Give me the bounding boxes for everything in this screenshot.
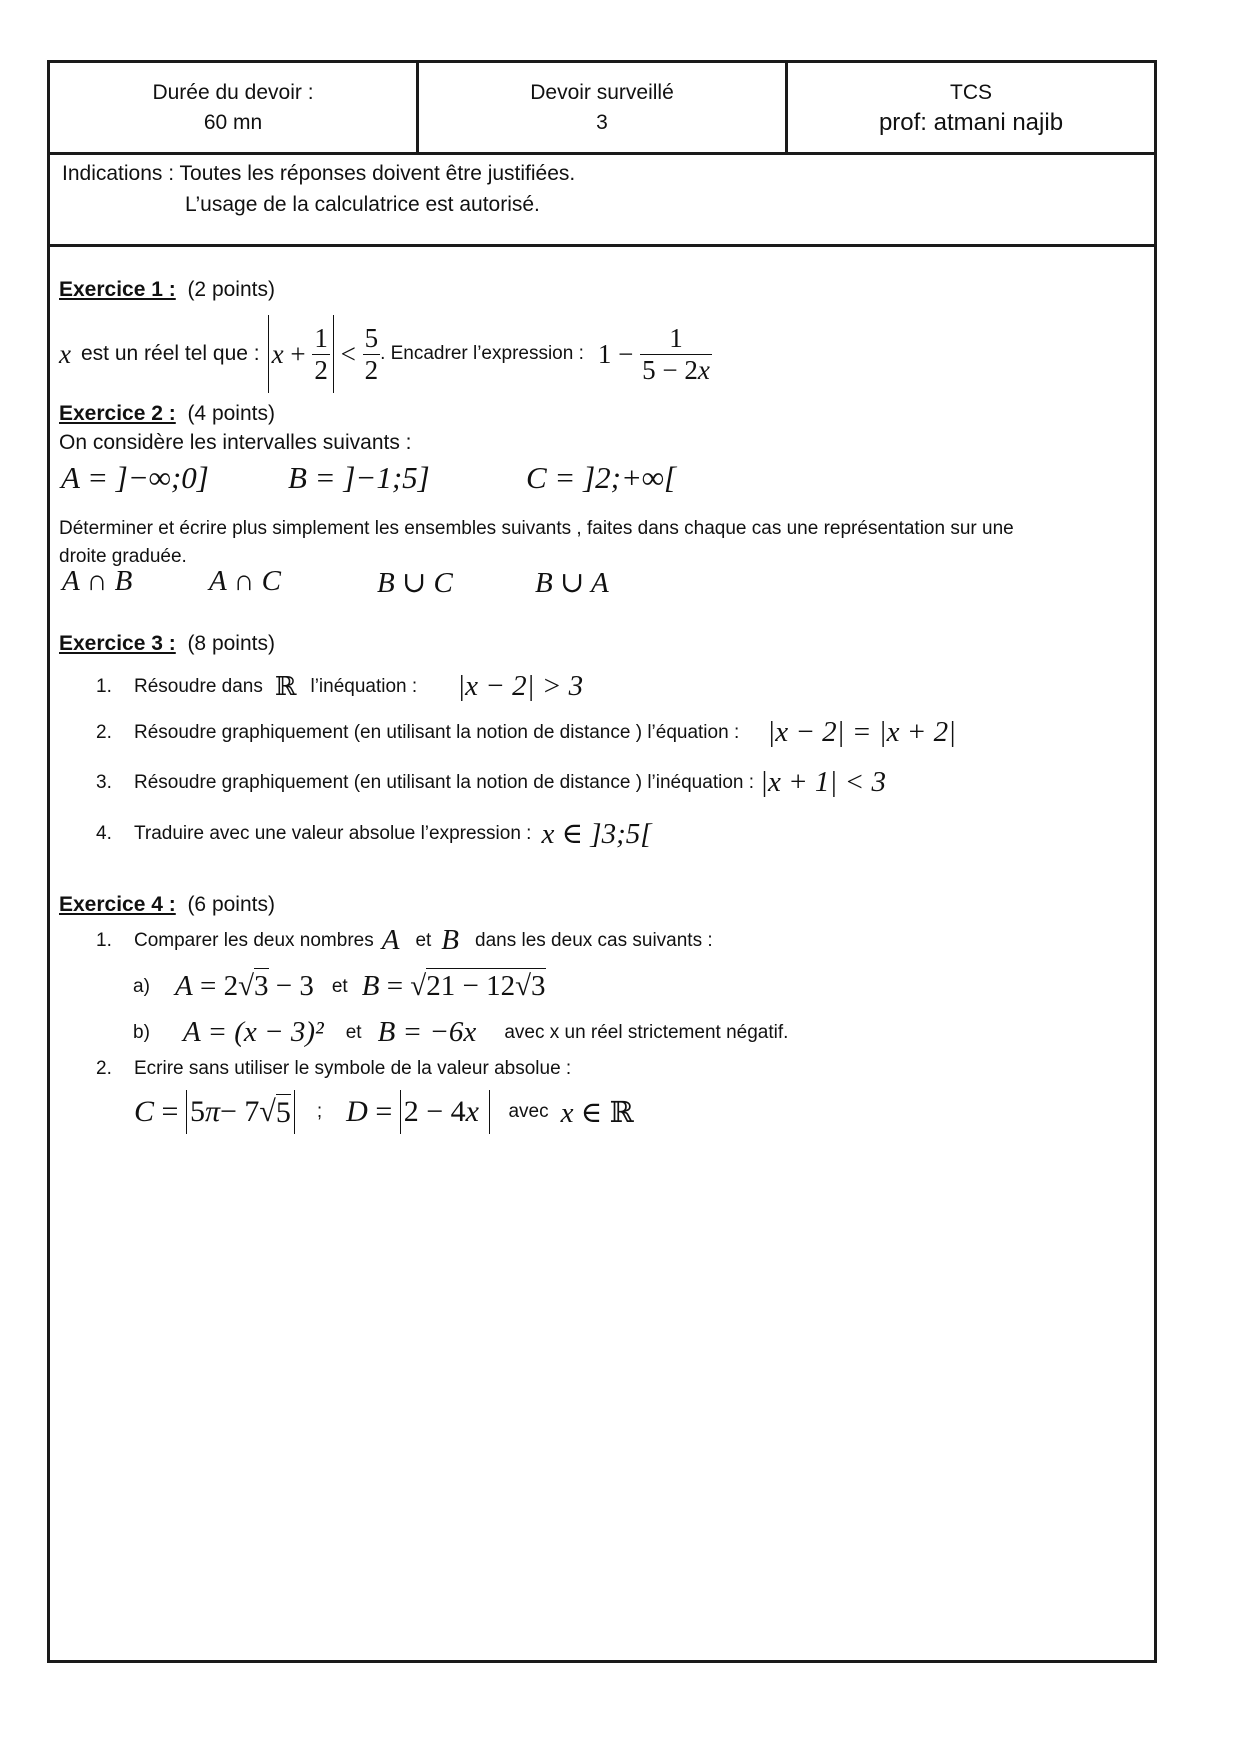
exercise2-instruction-line1: Déterminer et écrire plus simplement les ensembles suivants , faites dans chaque cas une représentation sur une [59, 518, 1014, 539]
indications-line1: Indications : Toutes les réponses doivent être justifiées. [62, 162, 576, 185]
interval-B: B = ]−1;5] [288, 460, 430, 495]
exercise1-statement [59, 313, 712, 395]
domain-formula: x ∈ ℝ [560, 1096, 634, 1129]
item-number: 4. [96, 822, 112, 844]
expression-formula: 1 − $\frac{1}{5 - 2x}$ [597, 322, 710, 385]
exercise2-title [59, 402, 275, 426]
teacher-name: prof: atmani najib [878, 109, 1064, 136]
expression-D: D = 2 − 4 x [346, 1090, 490, 1134]
question-text: Ecrire sans utiliser le symbole de la valeur absolue : [134, 1058, 572, 1079]
set-B-union-C: B ∪ C [377, 567, 453, 599]
real-numbers-symbol: ℝ [274, 671, 297, 701]
question-text-b: et [415, 929, 432, 951]
header-table [50, 63, 1154, 155]
exercise4-points: (6 points) [187, 893, 275, 916]
item-number: 1. [96, 675, 112, 697]
exercise4-expressions [134, 1090, 634, 1134]
exam-label: Devoir surveillé [530, 81, 674, 104]
exercise1-points: (2 points) [187, 278, 275, 301]
var-x: x [59, 338, 71, 369]
exercise3-item-2 [96, 716, 956, 749]
exercise3-points: (8 points) [187, 632, 275, 655]
set-A-inter-B: A ∩ B [62, 565, 133, 597]
duration-value: 60 mn [203, 111, 263, 134]
set-A-inter-C: A ∩ C [209, 565, 281, 597]
item-formula: |x + 1| < 3 [760, 766, 886, 798]
exercise2-label: Exercice 2 : [59, 402, 176, 425]
case-a-B-formula: B = √21 − 12√3 [361, 970, 546, 1002]
class-cell [785, 63, 1154, 152]
exercise4-question1 [96, 924, 713, 957]
separator: ; [316, 1101, 323, 1122]
item-number: 3. [96, 771, 112, 793]
exercise1-text-start: est un réel tel que : [80, 342, 260, 365]
exercise4-question2 [96, 1058, 571, 1080]
exercise4-case-a [133, 970, 546, 1003]
case-b-et: et [345, 1021, 362, 1043]
duration-label: Durée du devoir : [152, 81, 314, 104]
exam-cell [416, 63, 785, 152]
item-formula: |x − 2| = |x + 2| [767, 716, 957, 748]
exam-number: 3 [596, 111, 608, 134]
interval-A: A = ]−∞;0] [61, 460, 209, 495]
case-b-B-formula: B = −6x [377, 1016, 477, 1048]
exercise3-item-3 [96, 766, 886, 799]
item-formula: x ∈ ]3;5[ [541, 818, 652, 850]
question-text-a: Comparer les deux nombres [134, 929, 374, 951]
var-A: A [381, 924, 400, 956]
exercise4-case-b [133, 1016, 788, 1049]
case-label: b) [133, 1021, 150, 1043]
exercise3-title [59, 632, 275, 656]
expression-C: C = 5 π − 7√ 5 [134, 1090, 295, 1134]
indications [50, 155, 1154, 247]
exercise3-item-1 [96, 670, 583, 703]
question-number: 1. [96, 929, 112, 951]
class-label: TCS [950, 81, 992, 104]
case-a-et: et [331, 975, 348, 997]
question-number: 2. [96, 1058, 112, 1079]
interval-C: C = ]2;+∞[ [526, 460, 677, 495]
item-text: Résoudre graphiquement (en utilisant la notion de distance ) l’équation : [134, 721, 740, 743]
item-text: Résoudre graphiquement (en utilisant la notion de distance ) l’inéquation : [134, 771, 755, 793]
case-label: a) [133, 975, 150, 997]
item-text-2: l’inéquation : [310, 675, 418, 697]
case-b-note: avec x un réel strictement négatif. [504, 1021, 789, 1043]
exercise1-title [59, 278, 275, 302]
exercise2-instruction [59, 515, 1149, 571]
exercise3-label: Exercice 3 : [59, 632, 176, 655]
case-b-A-formula: A = (x − 3)² [183, 1016, 324, 1048]
condition-formula: x + $\frac{1}{2}$ < $\frac{5}{2}$ [268, 315, 380, 393]
avec-label: avec [508, 1101, 549, 1122]
exercise2-points: (4 points) [187, 402, 275, 425]
exercise1-label: Exercice 1 : [59, 278, 176, 301]
item-text: Traduire avec une valeur absolue l’expression : [134, 822, 532, 844]
exercise4-title [59, 893, 275, 917]
exercise2-instruction-line2: droite graduée. [59, 546, 187, 567]
case-a-A-formula: A = 2√3 − 3 [175, 970, 314, 1002]
exercise2-intro: On considère les intervalles suivants : [59, 431, 412, 454]
item-formula: |x − 2| > 3 [457, 670, 584, 702]
indications-line2: L’usage de la calculatrice est autorisé. [185, 193, 540, 216]
exercise1-text-mid: . Encadrer l’expression : [380, 343, 584, 364]
exercise4-label: Exercice 4 : [59, 893, 176, 916]
exercise3-item-4 [96, 816, 652, 851]
set-B-union-A: B ∪ A [535, 567, 609, 599]
var-B: B [441, 924, 460, 956]
question-text-c: dans les deux cas suivants : [475, 929, 713, 951]
item-text: Résoudre dans [134, 675, 263, 697]
item-number: 2. [96, 721, 112, 743]
duration-cell [50, 63, 416, 152]
